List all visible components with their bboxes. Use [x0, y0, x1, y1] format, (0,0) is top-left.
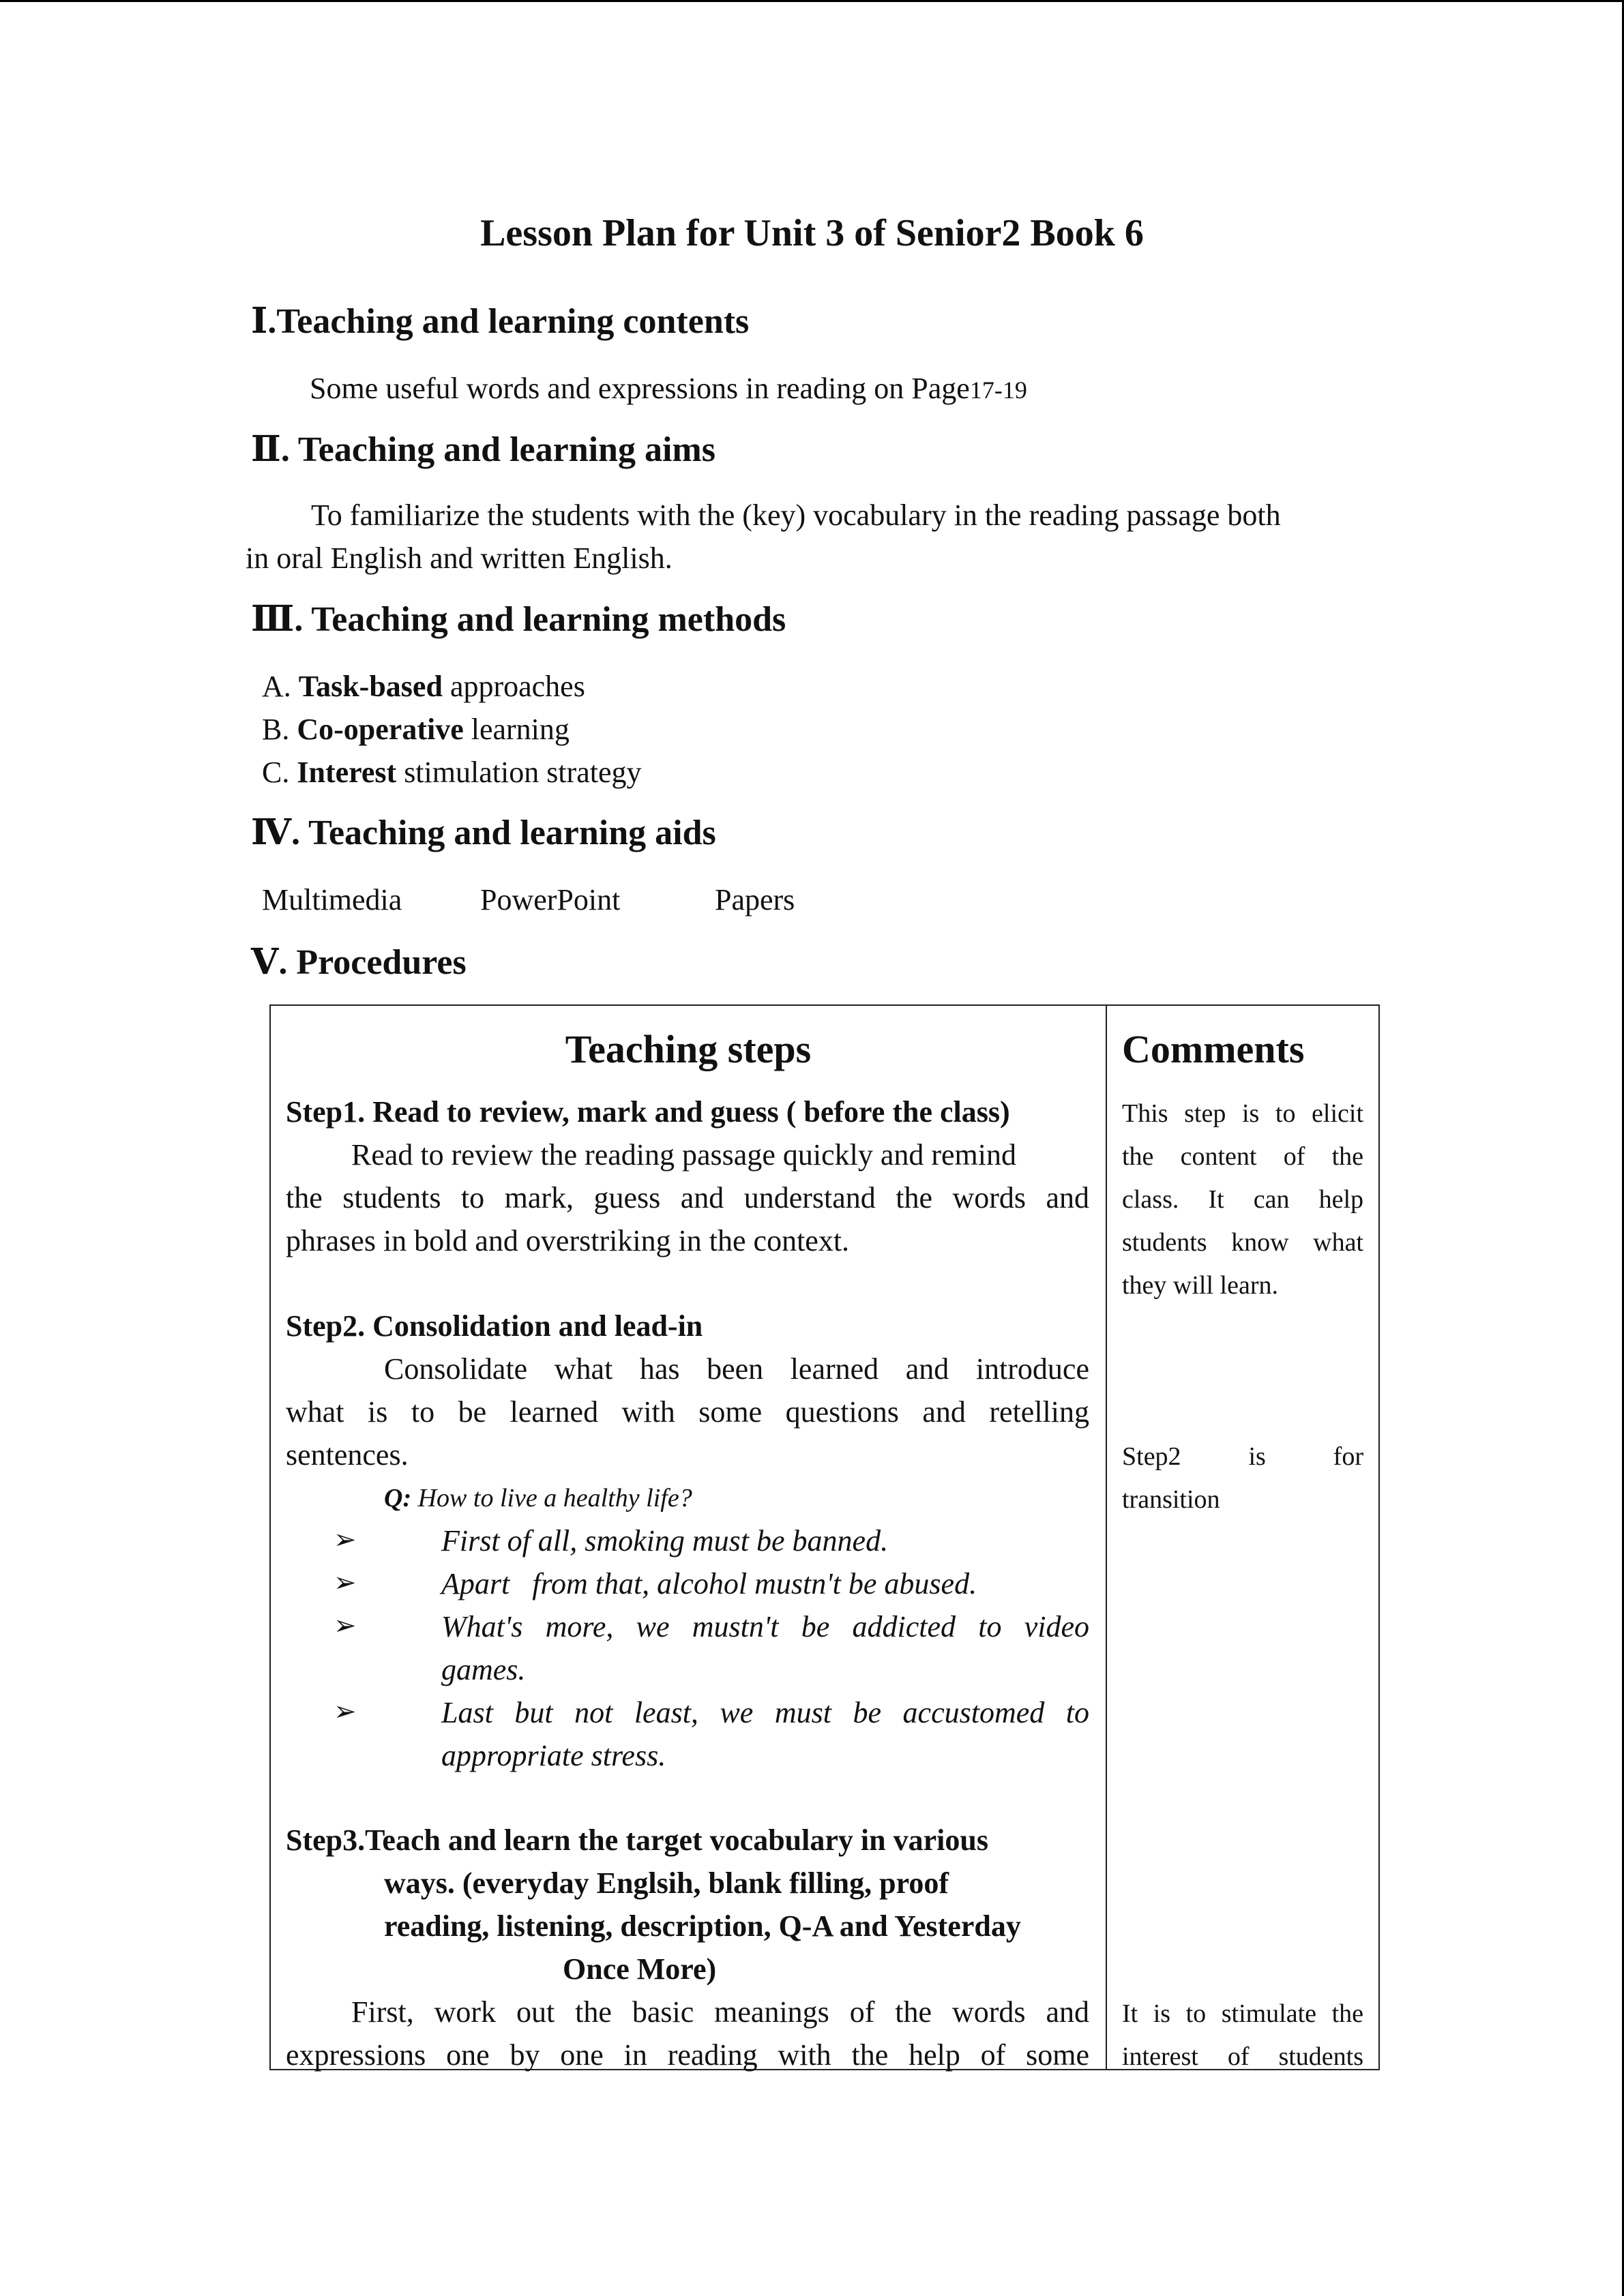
- arrow-bullet-icon: ➢: [334, 1524, 357, 1555]
- method-prefix: A.: [262, 670, 299, 703]
- arrow-bullet-icon: ➢: [334, 1567, 357, 1598]
- section-1-text: [310, 371, 1027, 406]
- method-rest: learning: [463, 713, 570, 746]
- comment-line: students know what: [1122, 1228, 1363, 1257]
- section-4-heading: Ⅳ. Teaching and learning aids: [251, 814, 716, 852]
- section-2-line-1: To familiarize the students with the (key) vocabulary in the reading passage both: [311, 498, 1281, 532]
- step-2-question: [384, 1483, 692, 1513]
- step-2-line: what is to be learned with some questions and retelling: [286, 1395, 1089, 1429]
- step-3-line: expressions one by one in reading with the help of some: [286, 2038, 1089, 2072]
- step-3-title: ways. (everyday Englsih, blank filling, proof: [384, 1866, 949, 1900]
- comment-line: Step2 is for: [1122, 1442, 1363, 1471]
- question-text: How to live a healthy life?: [411, 1484, 692, 1512]
- step-1-line: phrases in bold and overstriking in the context.: [286, 1224, 850, 1257]
- comments-header: Comments: [1122, 1027, 1305, 1071]
- step-3-title: reading, listening, description, Q-A and Yesterday: [384, 1909, 1021, 1943]
- comments-cell: [1106, 1005, 1379, 2070]
- method-rest: stimulation strategy: [396, 756, 642, 789]
- step-2-line: Consolidate what has been learned and introduce: [384, 1352, 1089, 1386]
- section-5-heading: Ⅴ. Procedures: [251, 943, 467, 982]
- aid-item: PowerPoint: [480, 883, 621, 916]
- step-2-title: Step2. Consolidation and lead-in: [286, 1309, 703, 1343]
- method-prefix: B.: [262, 713, 297, 746]
- method-item: [262, 712, 570, 747]
- method-keyword: Interest: [297, 756, 397, 789]
- section-2-heading: Ⅱ. Teaching and learning aims: [251, 430, 715, 469]
- aid-item: Papers: [715, 883, 795, 916]
- step-1-title: Step1. Read to review, mark and guess ( before the class): [286, 1095, 1010, 1129]
- page-top-border: [0, 0, 1624, 2]
- question-label: Q:: [384, 1484, 412, 1512]
- document-title: Lesson Plan for Unit 3 of Senior2 Book 6: [480, 212, 1144, 254]
- bullet-text: First of all, smoking must be banned.: [441, 1524, 889, 1557]
- step-2-line: sentences.: [286, 1438, 409, 1472]
- comment-line: interest of students: [1122, 2042, 1363, 2071]
- comment-line: transition: [1122, 1485, 1220, 1514]
- method-rest: approaches: [442, 670, 585, 703]
- step-1-line: the students to mark, guess and understand the words and: [286, 1181, 1089, 1214]
- teaching-steps-header: Teaching steps: [565, 1027, 812, 1071]
- method-keyword: Co-operative: [297, 713, 464, 746]
- teaching-steps-cell: [270, 1005, 1106, 2070]
- section-2-line-2: in oral English and written English.: [246, 541, 673, 575]
- bullet-text: Apart from that, alcohol mustn't be abused.: [441, 1567, 977, 1600]
- comment-line: class. It can help: [1122, 1185, 1363, 1214]
- step-3-title: Once More): [563, 1952, 717, 1986]
- section-1-page: 17-19: [969, 376, 1027, 404]
- comment-line: they will learn.: [1122, 1271, 1278, 1300]
- step-3-line: First, work out the basic meanings of the words and: [351, 1995, 1089, 2029]
- step-3-title: Step3.Teach and learn the target vocabulary in various: [286, 1823, 988, 1857]
- comment-line: the content of the: [1122, 1142, 1363, 1171]
- method-item: [262, 755, 641, 790]
- aid-item: Multimedia: [262, 883, 402, 916]
- arrow-bullet-icon: ➢: [334, 1610, 357, 1641]
- bullet-text-continued: appropriate stress.: [441, 1739, 666, 1772]
- arrow-bullet-icon: ➢: [334, 1696, 357, 1727]
- bullet-text: Last but not least, we must be accustomed to: [441, 1696, 1089, 1729]
- method-keyword: Task-based: [298, 670, 443, 703]
- comment-line: This step is to elicit: [1122, 1099, 1363, 1128]
- bullet-text-continued: games.: [441, 1653, 526, 1686]
- section-1-heading: Ⅰ.Teaching and learning contents: [251, 302, 750, 341]
- bullet-text: What's more, we mustn't be addicted to video: [441, 1610, 1089, 1643]
- method-prefix: C.: [262, 756, 297, 789]
- procedures-table: [269, 1004, 1380, 2070]
- section-1-body: Some useful words and expressions in reading on Page: [310, 372, 970, 405]
- comment-line: It is to stimulate the: [1122, 1999, 1363, 2028]
- step-1-line: Read to review the reading passage quickly and remind: [351, 1138, 1017, 1172]
- method-item: [262, 669, 585, 704]
- section-3-heading: Ⅲ. Teaching and learning methods: [251, 600, 786, 639]
